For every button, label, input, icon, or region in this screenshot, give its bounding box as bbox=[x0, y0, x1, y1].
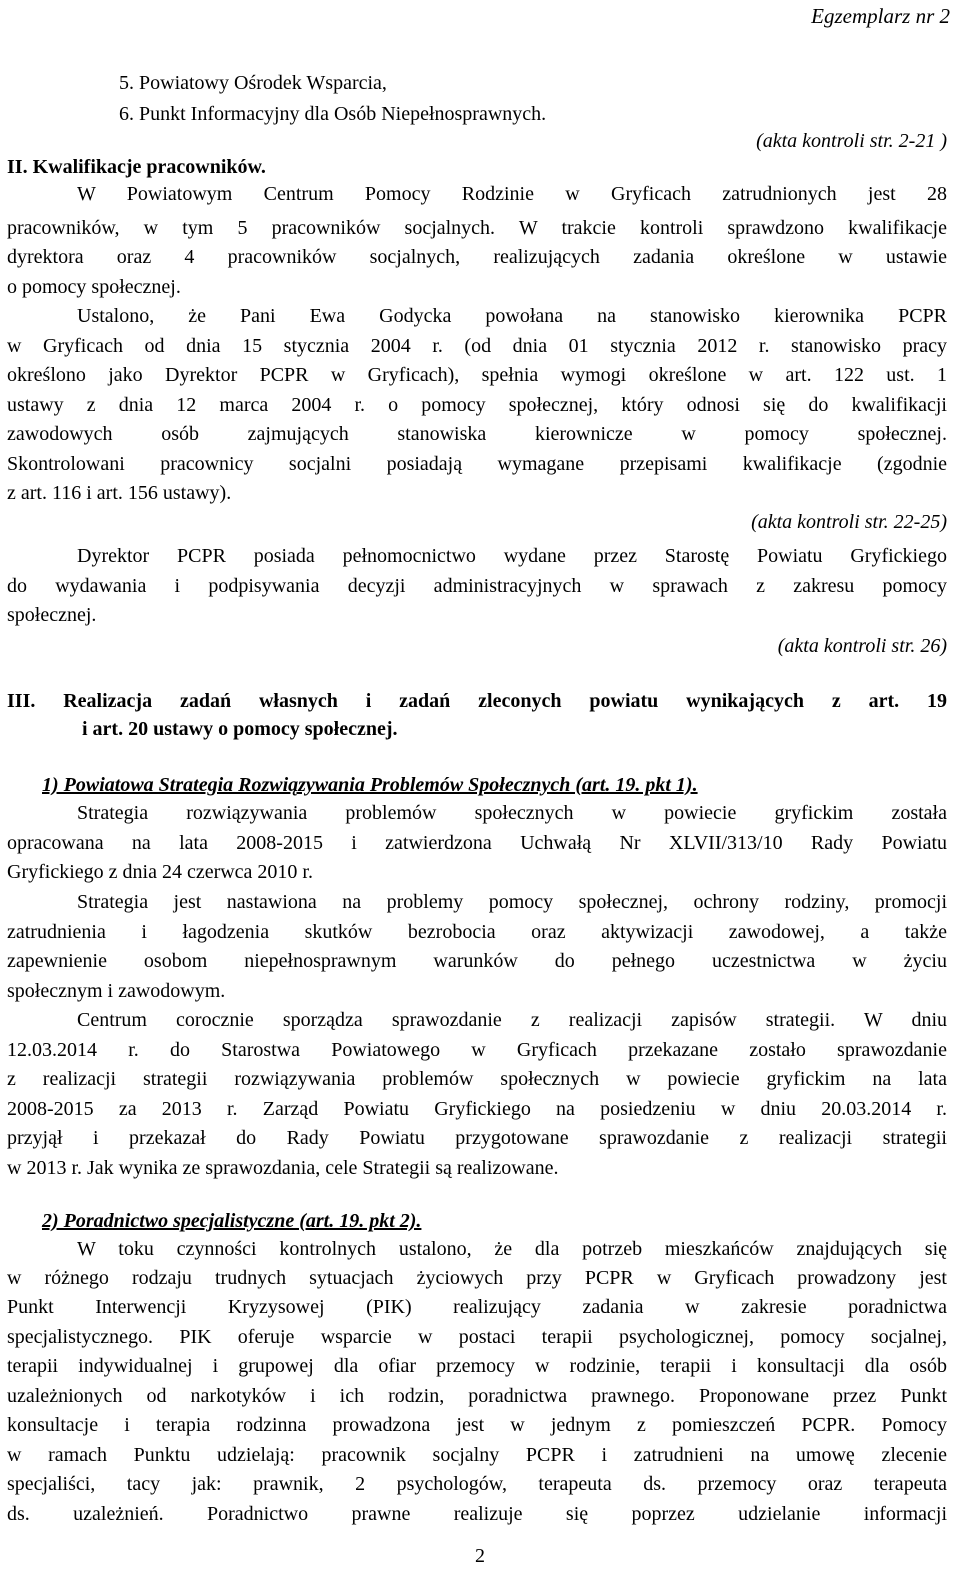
paragraph-line: w Gryficach od dnia 15 stycznia 2004 r. (od dnia 01 stycznia 2012 r. stanowisko pracy bbox=[7, 335, 947, 357]
paragraph-line: do wydawania i podpisywania decyzji administracyjnych w sprawach z zakresu pomocy bbox=[7, 575, 947, 597]
paragraph-line: opracowana na lata 2008-2015 i zatwierdzona Uchwałą Nr XLVII/313/10 Rady Powiatu bbox=[7, 832, 947, 854]
paragraph-line: specjalistycznego. PIK oferuje wsparcie w postaci terapii psychologicznej, pomocy socjalnej, bbox=[7, 1326, 947, 1348]
paragraph-line: W Powiatowym Centrum Pomocy Rodzinie w Gryficach zatrudnionych jest 28 bbox=[77, 183, 947, 205]
paragraph-line: 12.03.2014 r. do Starostwa Powiatowego w Gryficach przekazane zostało sprawozdanie bbox=[7, 1039, 947, 1061]
paragraph-line: Dyrektor PCPR posiada pełnomocnictwo wydane przez Starostę Powiatu Gryfickiego bbox=[77, 545, 947, 567]
paragraph-line: specjaliści, tacy jak: prawnik, 2 psychologów, terapeuta ds. przemocy oraz terapeuta bbox=[7, 1473, 947, 1495]
paragraph-line: zawodowych osób zajmujących stanowiska kierownicze w pomocy społecznej. bbox=[7, 423, 947, 445]
paragraph-line: Punkt Interwencji Kryzysowej (PIK) realizujący zadania w zakresie poradnictwa bbox=[7, 1296, 947, 1318]
document-header: Egzemplarz nr 2 bbox=[811, 4, 950, 28]
paragraph-line: 2008-2015 za 2013 r. Zarząd Powiatu Gryfickiego na posiedzeniu w dniu 20.03.2014 r. bbox=[7, 1098, 947, 1120]
paragraph-line: społecznym i zawodowym. bbox=[7, 980, 226, 1002]
paragraph-line: określono jako Dyrektor PCPR w Gryficach), spełnia wymogi określone w art. 122 ust. 1 bbox=[7, 364, 947, 386]
paragraph-line: W toku czynności kontrolnych ustalono, że dla potrzeb mieszkańców znajdujących się bbox=[77, 1238, 947, 1260]
paragraph-line: zatrudnienia i łagodzenia skutków bezrobocia oraz aktywizacji zawodowej, a także bbox=[7, 921, 947, 943]
paragraph-line: z realizacji strategii rozwiązywania problemów społecznych w powiecie gryfickim na lata bbox=[7, 1068, 947, 1090]
paragraph-line: konsultacje i terapia rodzinna prowadzona jest w jednym z pomieszczeń PCPR. Pomocy bbox=[7, 1414, 947, 1436]
paragraph-line: Strategia jest nastawiona na problemy pomocy społecznej, ochrony rodziny, promocji bbox=[77, 891, 947, 913]
paragraph-line: z art. 116 i art. 156 ustawy). bbox=[7, 482, 232, 504]
section-heading: II. Kwalifikacje pracowników. bbox=[7, 156, 266, 178]
paragraph-line: przyjął i przekazał do Rady Powiatu przygotowane sprawozdanie z realizacji strategii bbox=[7, 1127, 947, 1149]
paragraph-line: dyrektora oraz 4 pracowników socjalnych, realizujących zadania określone w ustawie bbox=[7, 246, 947, 268]
paragraph-line: w 2013 r. Jak wynika ze sprawozdania, cele Strategii są realizowane. bbox=[7, 1157, 559, 1179]
reference-note: (akta kontroli str. 22-25) bbox=[751, 511, 947, 533]
list-item: 5. Powiatowy Ośrodek Wsparcia, bbox=[119, 72, 387, 94]
paragraph-line: Strategia rozwiązywania problemów społecznych w powiecie gryfickim została bbox=[77, 802, 947, 824]
paragraph-line: społecznej. bbox=[7, 604, 97, 626]
paragraph-line: Centrum corocznie sporządza sprawozdanie z realizacji zapisów strategii. W dniu bbox=[77, 1009, 947, 1031]
paragraph-line: w ramach Punktu udzielają: pracownik socjalny PCPR i zatrudnieni na umowę zlecenie bbox=[7, 1444, 947, 1466]
reference-note: (akta kontroli str. 26) bbox=[777, 635, 947, 657]
subsection-heading: 1) Powiatowa Strategia Rozwiązywania Problemów Społecznych (art. 19. pkt 1). bbox=[42, 774, 698, 796]
page-number: 2 bbox=[475, 1545, 485, 1567]
paragraph-line: Gryfickiego z dnia 24 czerwca 2010 r. bbox=[7, 861, 313, 883]
paragraph-line: w różnego rodzaju trudnych sytuacjach życiowych przy PCPR w Gryficach prowadzony jest bbox=[7, 1267, 947, 1289]
paragraph-line: pracowników, w tym 5 pracowników socjalnych. W trakcie kontroli sprawdzono kwalifikacje bbox=[7, 217, 947, 239]
paragraph-line: terapii indywidualnej i grupowej dla ofiar przemocy w rodzinie, terapii i konsultacji dla osób bbox=[7, 1355, 947, 1377]
paragraph-line: o pomocy społecznej. bbox=[7, 276, 181, 298]
paragraph-line: uzależnionych od narkotyków i ich rodzin, poradnictwa prawnego. Proponowane przez Punkt bbox=[7, 1385, 947, 1407]
paragraph-line: ustawy z dnia 12 marca 2004 r. o pomocy społecznej, który odnosi się do kwalifikacji bbox=[7, 394, 947, 416]
section-heading: III. Realizacja zadań własnych i zadań zleconych powiatu wynikających z art. 19 bbox=[7, 690, 947, 712]
paragraph-line: Skontrolowani pracownicy socjalni posiadają wymagane przepisami kwalifikacje (zgodnie bbox=[7, 453, 947, 475]
paragraph-line: Ustalono, że Pani Ewa Godycka powołana na stanowisko kierownika PCPR bbox=[77, 305, 947, 327]
section-heading-cont: i art. 20 ustawy o pomocy społecznej. bbox=[82, 718, 398, 740]
list-item: 6. Punkt Informacyjny dla Osób Niepełnosprawnych. bbox=[119, 103, 547, 125]
paragraph-line: ds. uzależnień. Poradnictwo prawne realizuje się poprzez udzielanie informacji bbox=[7, 1503, 947, 1525]
subsection-heading: 2) Poradnictwo specjalistyczne (art. 19. pkt 2). bbox=[42, 1210, 422, 1232]
paragraph-line: zapewnienie osobom niepełnosprawnym warunków do pełnego uczestnictwa w życiu bbox=[7, 950, 947, 972]
reference-note: (akta kontroli str. 2-21 ) bbox=[756, 130, 947, 152]
